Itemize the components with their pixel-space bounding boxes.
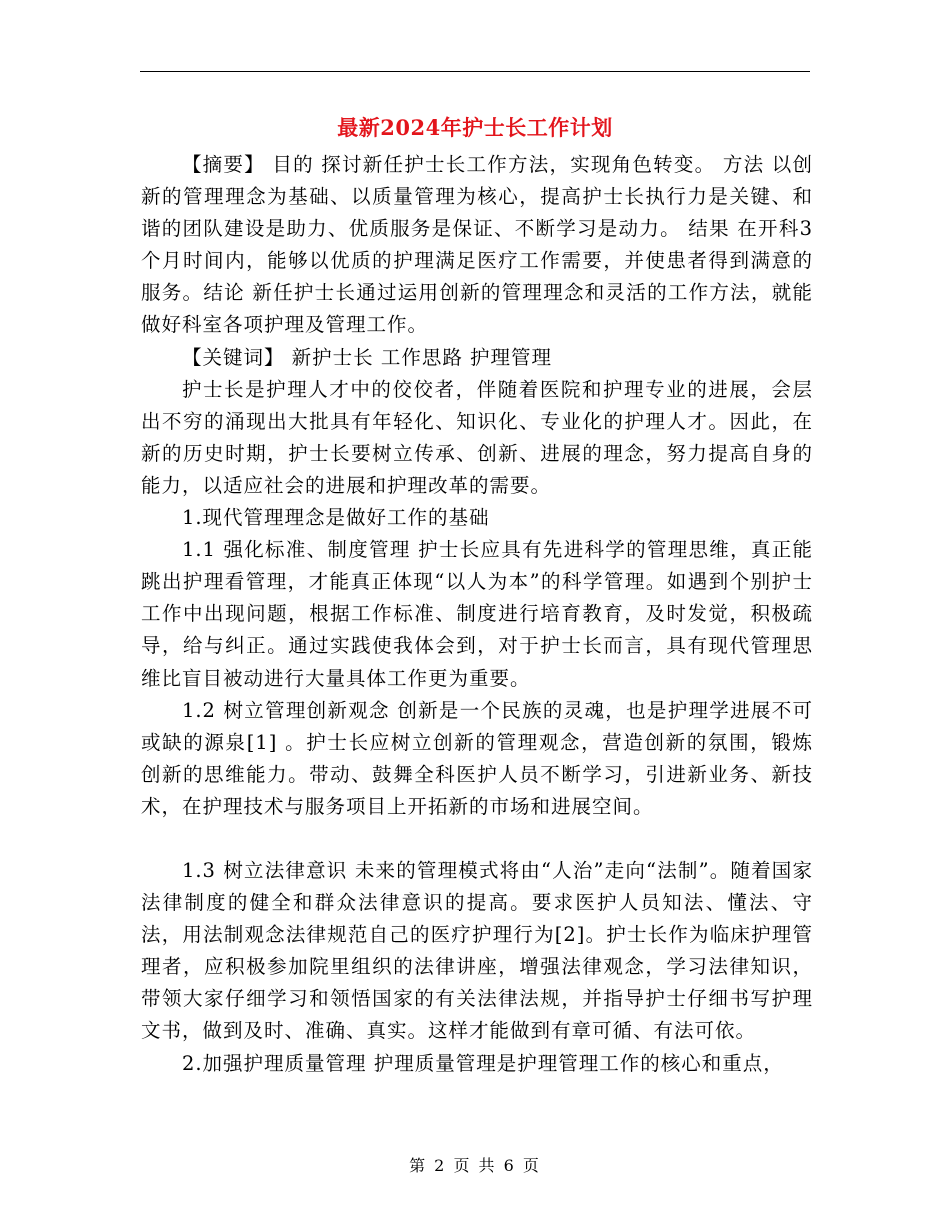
section-1-1-paragraph: 1.1 强化标准、制度管理 护士长应具有先进科学的管理思维，真正能跳出护理看管理，才能真正体现“以人为本”的科学管理。如遇到个别护士工作中出现问题，根据工作标准、制度进行培育教育，及时发觉，积极疏导，给与纠正。通过实践使我体会到，对于护士长而言，具有现代管理思维比盲目被动进行大量具体工作更为重要。 xyxy=(141,538,813,690)
keywords-paragraph: 【关键词】 新护士长 工作思路 护理管理 xyxy=(181,345,553,369)
intro-paragraph: 护士长是护理人才中的佼佼者，伴随着医院和护理专业的进展，会层出不穷的涌现出大批具有年轻化、知识化、专业化的护理人才。因此，在新的历史时期，护士长要树立传承、创新、进展的理念，努力提高自身的能力，以适应社会的进展和护理改革的需要。 xyxy=(141,377,813,497)
section-2-paragraph: 2.加强护理质量管理 护理质量管理是护理管理工作的核心和重点， xyxy=(181,1051,784,1075)
document-title: 最新2024年护士长工作计划 xyxy=(337,115,613,140)
header-rule xyxy=(140,71,810,72)
section-1-2-paragraph: 1.2 树立管理创新观念 创新是一个民族的灵魂，也是护理学进展不可或缺的源泉[1] 。护士长应树立创新的管理观念，营造创新的氛围，锻炼创新的思维能力。带动、鼓舞全科医护人员不断学习，引进新业务、新技术，在护理技术与服务项目上开拓新的市场和进展空间。 xyxy=(141,698,813,818)
page-number: 第 2 页 共 6 页 xyxy=(409,1156,541,1175)
document-body xyxy=(141,149,813,1080)
section-1-heading: 1.现代管理理念是做好工作的基础 xyxy=(181,506,490,530)
paragraph-spacer xyxy=(141,823,813,855)
section-1-3-paragraph: 1.3 树立法律意识 未来的管理模式将由“人治”走向“法制”。随着国家法律制度的健全和群众法律意识的提高。要求医护人员知法、懂法、守法，用法制观念法律规范自己的医疗护理行为[2]。护士长作为临床护理管理者，应积极参加院里组织的法律讲座，增强法律观念，学习法律知识，带领大家仔细学习和领悟国家的有关法律法规，并指导护士仔细书写护理文书，做到及时、准确、真实。这样才能做到有章可循、有法可依。 xyxy=(141,858,813,1043)
abstract-paragraph: 【摘要】 目的 探讨新任护士长工作方法，实现角色转变。 方法 以创新的管理理念为基础、以质量管理为核心，提高护士长执行力是关键、和谐的团队建设是助力、优质服务是保证、不断学习是动力。 结果 在开科3个月时间内，能够以优质的护理满足医疗工作需要，并使患者得到满意的服务。结论 新任护士长通过运用创新的管理理念和灵活的工作方法，就能做好科室各项护理及管理工作。 xyxy=(141,153,813,337)
